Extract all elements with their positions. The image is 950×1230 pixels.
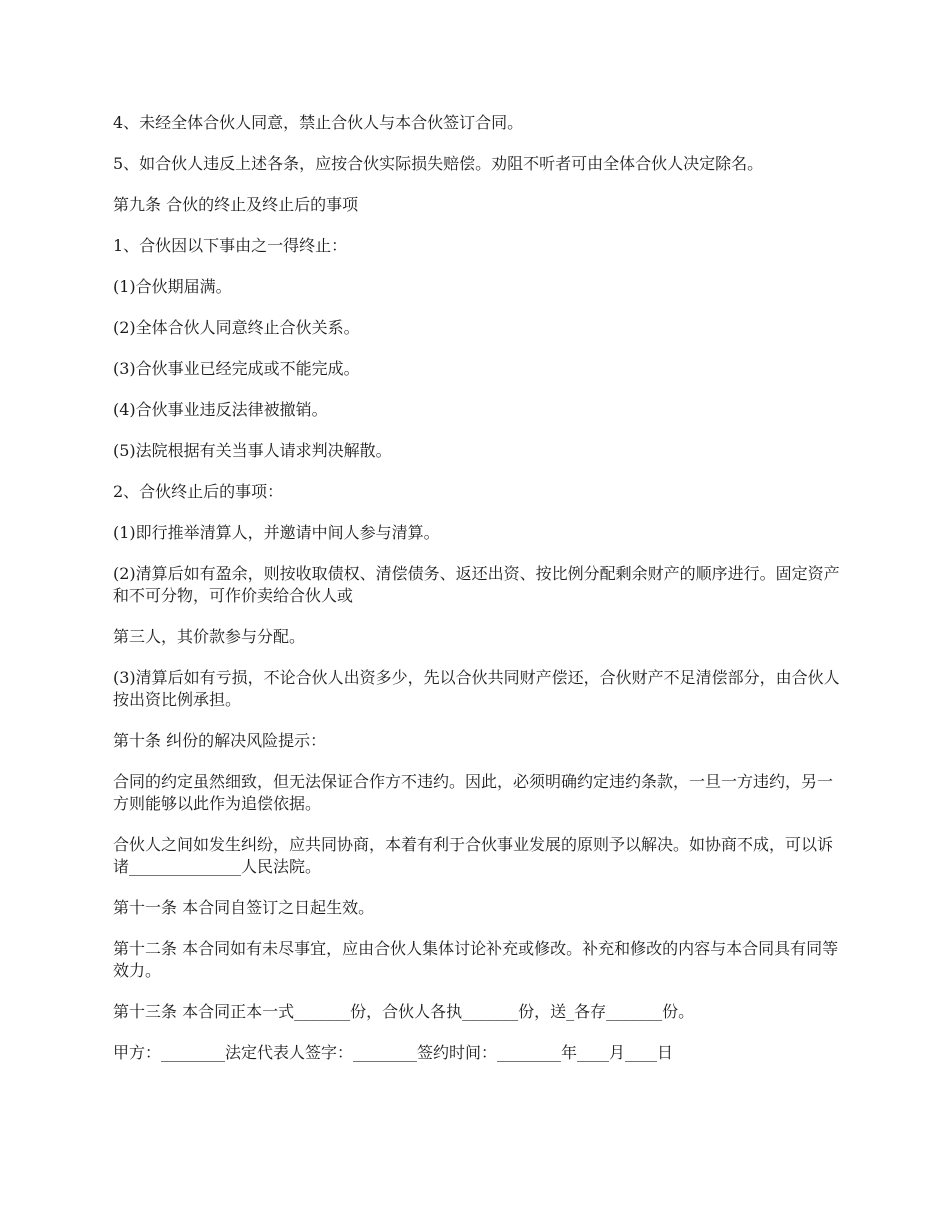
document-page: [113, 112, 843, 1083]
risk-note: 合同的约定虽然细致，但无法保证合作方不违约。因此，必须明确约定违约条款，一旦一方违约，另一方则能够以此作为追偿依据。: [113, 772, 834, 813]
article-13: 第十三条 本合同正本一式_______份，合伙人各执_______份，送_各存_______份。: [113, 1002, 695, 1021]
article-12: 第十二条 本合同如有未尽事宜，应由合伙人集体讨论补充或修改。补充和修改的内容与本合同具有同等效力。: [113, 939, 839, 980]
post-termination-item-1: (1)即行推举清算人，并邀请中间人参与清算。: [113, 523, 440, 542]
post-termination-intro: 2、合伙终止后的事项：: [113, 482, 284, 501]
termination-cause-4: (4)合伙事业违反法律被撤销。: [113, 400, 328, 419]
termination-cause-3: (3)合伙事业已经完成或不能完成。: [113, 359, 360, 378]
article-9-heading: 第九条 合伙的终止及终止后的事项: [113, 195, 359, 214]
termination-cause-2: (2)全体合伙人同意终止合伙关系。: [113, 318, 360, 337]
post-termination-item-3: (3)清算后如有亏损，不论合伙人出资多少，先以合伙共同财产偿还，合伙财产不足清偿部分，由合伙人按出资比例承担。: [113, 668, 840, 709]
dispute-resolution: 合伙人之间如发生纠纷，应共同协商，本着有利于合伙事业发展的原则予以解决。如协商不成，可以诉诸______________人民法院。: [113, 835, 834, 876]
post-termination-item-2-cont: 第三人，其价款参与分配。: [113, 627, 306, 646]
article-11: 第十一条 本合同自签订之日起生效。: [113, 898, 375, 917]
termination-cause-1: (1)合伙期届满。: [113, 277, 232, 296]
article-10-heading: 第十条 纠份的解决风险提示：: [113, 731, 327, 750]
post-termination-item-2: (2)清算后如有盈余，则按收取债权、清偿债务、返还出资、按比例分配剩余财产的顺序进行。固定资产和不可分物，可作价卖给合伙人或: [113, 564, 840, 605]
termination-cause-5: (5)法院根据有关当事人请求判决解散。: [113, 441, 392, 460]
signature-line: 甲方：________法定代表人签字：________签约时间：________年____月____日: [113, 1043, 674, 1062]
clause-5-compensation: 5、如合伙人违反上述各条，应按合伙实际损失赔偿。劝阻不听者可由全体合伙人决定除名。: [113, 154, 764, 173]
termination-causes-intro: 1、合伙因以下事由之一得终止：: [113, 236, 348, 255]
clause-4-no-self-dealing: 4、未经全体合伙人同意，禁止合伙人与本合伙签订合同。: [113, 113, 524, 132]
